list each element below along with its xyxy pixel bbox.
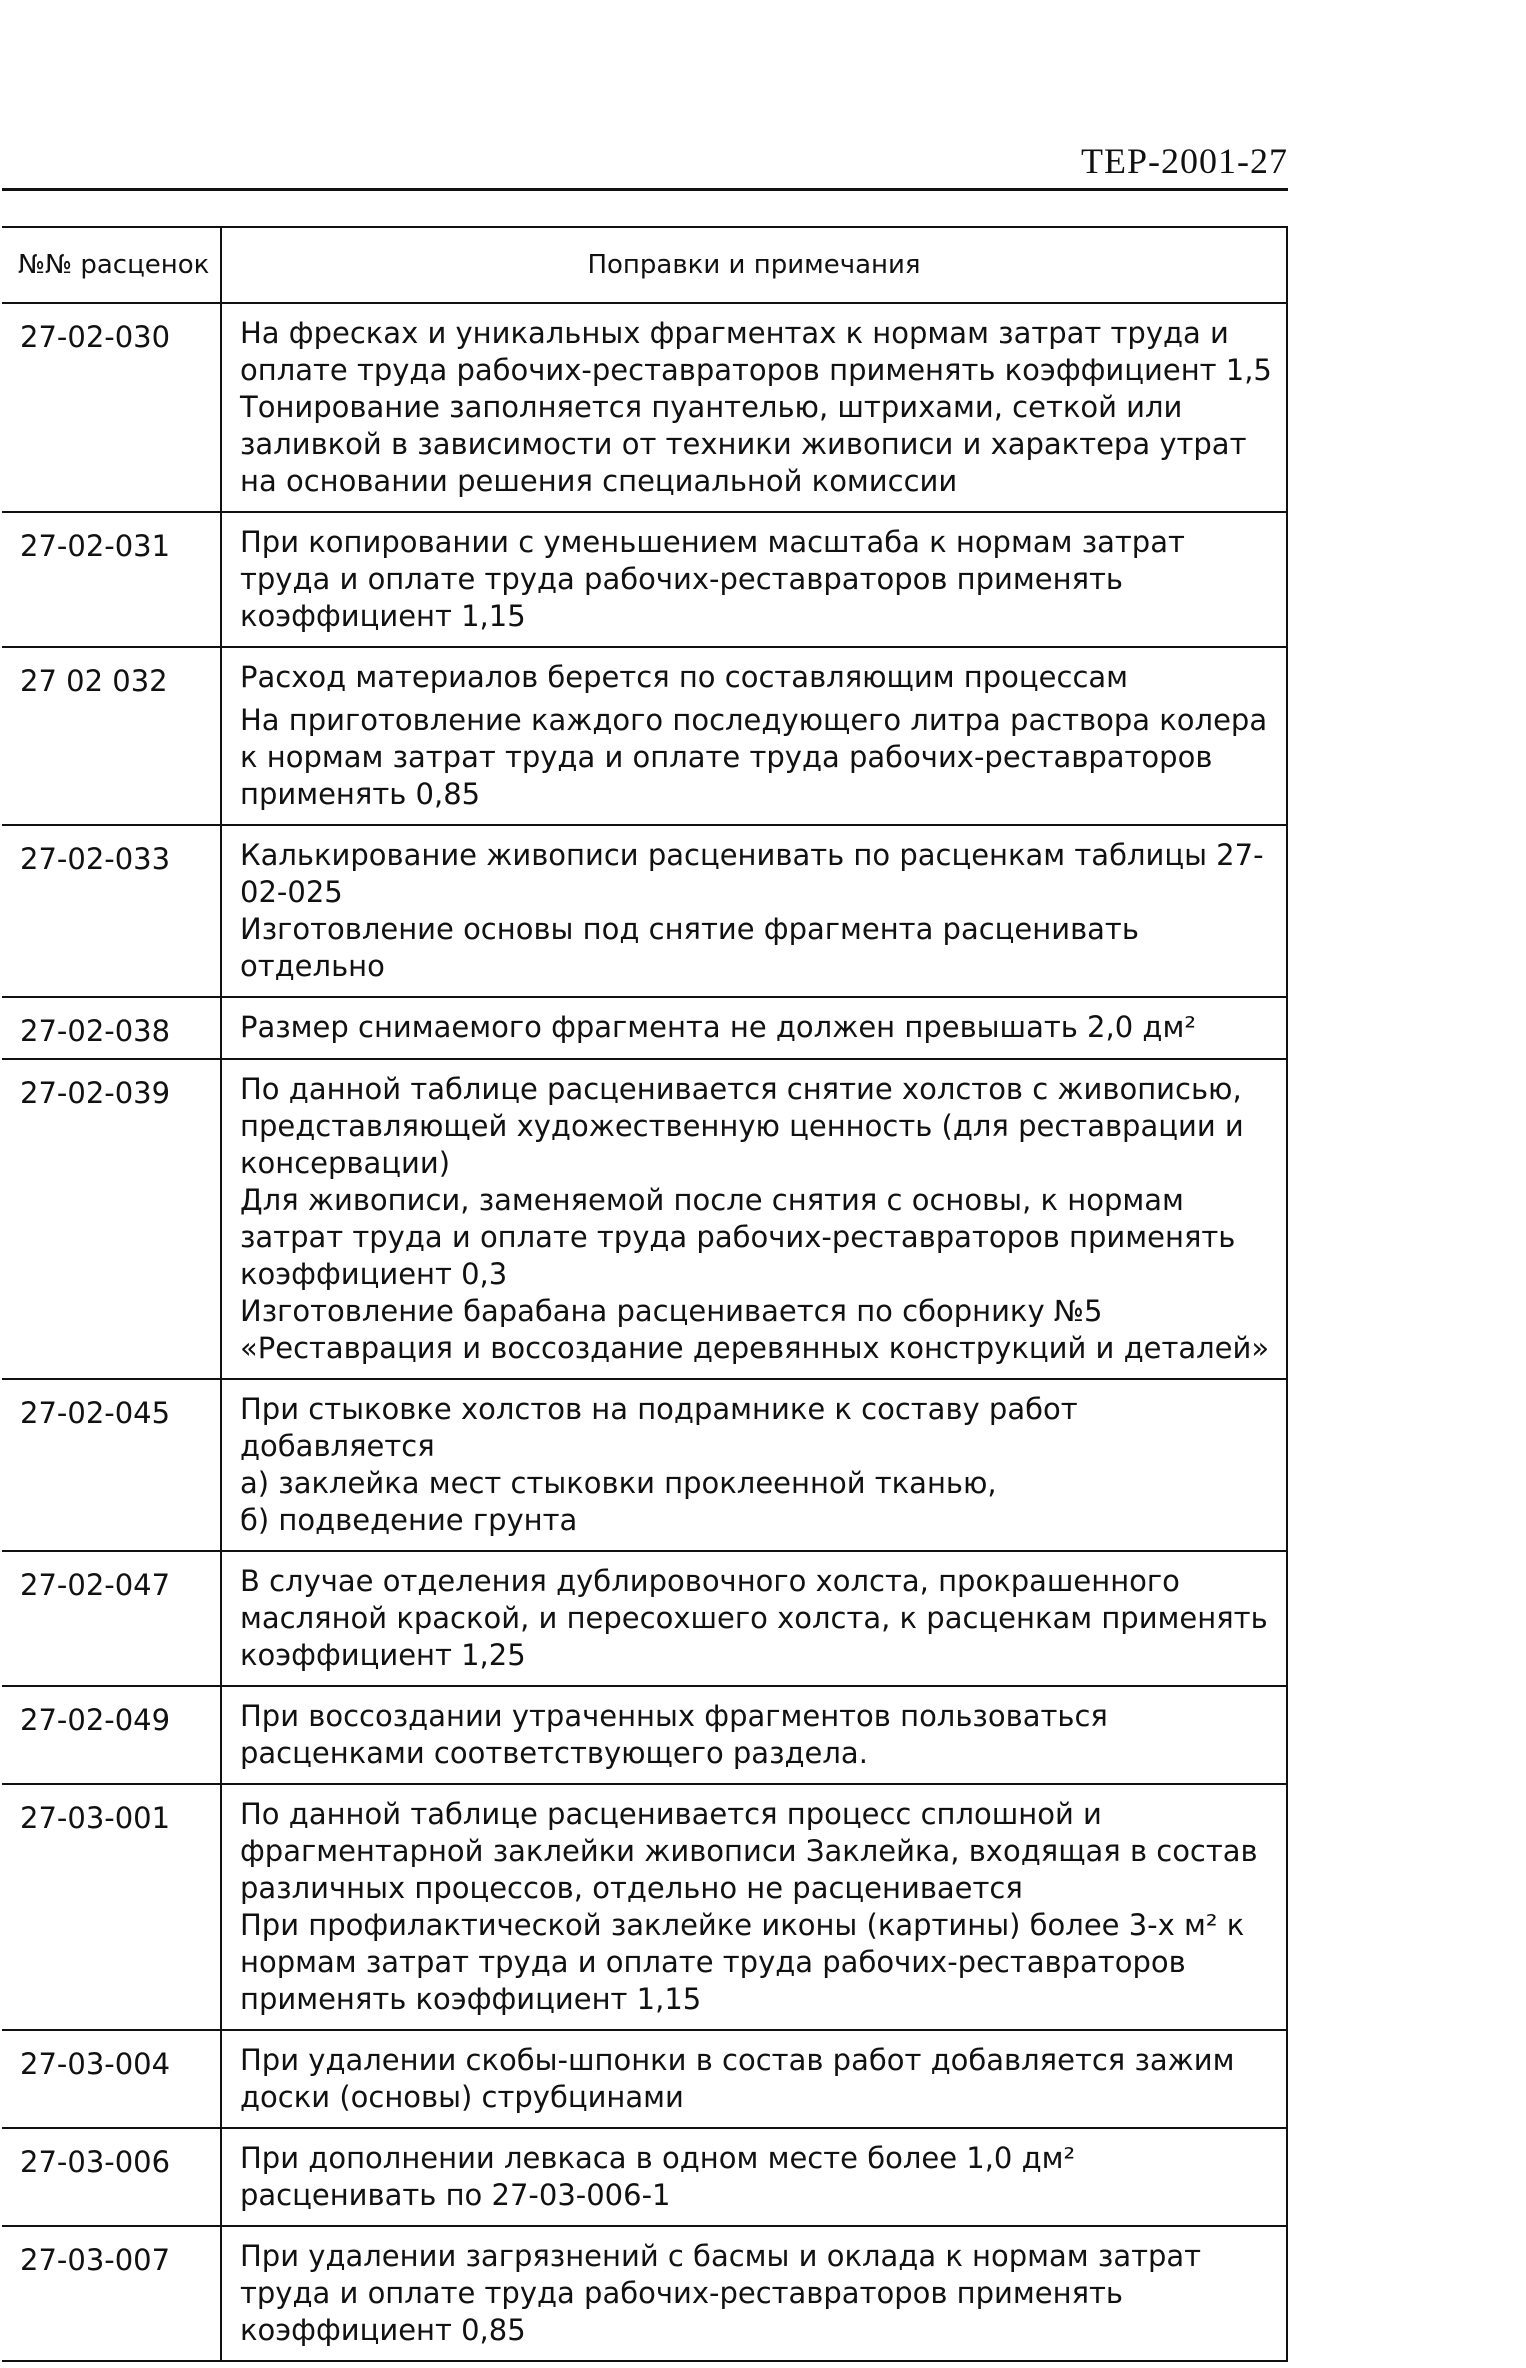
rate-code: 27-02-039 <box>2 1059 221 1379</box>
note-line: В случае отделения дублировочного холста, прокрашенного масляной краской, и пересохшего холста, к расценкам применять коэффициент 1,25 <box>240 1564 1268 1672</box>
rate-code: 27-03-001 <box>2 1784 221 2030</box>
note-line: На приготовление каждого последующего литра раствора колера к нормам затрат труда и оплате труда рабочих-реставраторов применять 0,85 <box>240 703 1268 811</box>
note-line: На фресках и уникальных фрагментах к нормам затрат труда и оплате труда рабочих-реставраторов применять коэффициент 1,5 <box>240 316 1272 387</box>
note-line: б) подведение грунта <box>240 1503 578 1537</box>
document-title: ТЕР-2001-27 <box>1081 141 1288 181</box>
note-line: Изготовление барабана расценивается по сборнику №5 «Реставрация и воссоздание деревянных конструкций и деталей» <box>240 1294 1270 1365</box>
rate-code: 27-02-031 <box>2 512 221 647</box>
rate-notes <box>221 1686 1287 1784</box>
rate-code: 27-02-033 <box>2 825 221 997</box>
note-line: При копировании с уменьшением масштаба к нормам затрат труда и оплате труда рабочих-реставраторов применять коэффициент 1,15 <box>240 525 1185 633</box>
rate-notes <box>221 1379 1287 1551</box>
note-line: При стыковке холстов на подрамнике к составу работ добавляется <box>240 1392 1078 1463</box>
rate-notes <box>221 825 1287 997</box>
rate-notes <box>221 1784 1287 2030</box>
table-row <box>2 825 1287 997</box>
note-line: По данной таблице расценивается снятие холстов с живописью, представляющей художественную ценность (для реставрации и консервации) <box>240 1072 1244 1180</box>
table-row <box>2 1379 1287 1551</box>
rate-code: 27-02-038 <box>2 997 221 1059</box>
table-row <box>2 1551 1287 1686</box>
table-header-row <box>2 227 1287 303</box>
note-line: Изготовление основы под снятие фрагмента расценивать отдельно <box>240 912 1139 983</box>
note-line: Расход материалов берется по составляющим процессам <box>240 660 1129 694</box>
rate-notes <box>221 997 1287 1059</box>
rate-code: 27-02-045 <box>2 1379 221 1551</box>
table-row <box>2 303 1287 512</box>
table-row <box>2 1686 1287 1784</box>
note-line: Тонирование заполняется пуантелью, штрихами, сеткой или заливкой в зависимости от техники живописи и характера утрат на основании решения специальной комиссии <box>240 390 1247 498</box>
column-header-code: №№ расценок <box>2 227 221 303</box>
note-line: При удалении скобы-шпонки в состав работ добавляется зажим доски (основы) струбцинами <box>240 2043 1235 2114</box>
header-rule <box>2 188 1288 191</box>
note-line: Для живописи, заменяемой после снятия с основы, к нормам затрат труда и оплате труда рабочих-реставраторов применять коэффициент 0,3 <box>240 1183 1236 1291</box>
table-row <box>2 2030 1287 2128</box>
table-row <box>2 647 1287 825</box>
rate-code: 27-02-030 <box>2 303 221 512</box>
rate-code: 27-03-006 <box>2 2128 221 2226</box>
note-line: Калькирование живописи расценивать по расценкам таблицы 27-02-025 <box>240 838 1264 909</box>
note-line: Размер снимаемого фрагмента не должен превышать 2,0 дм² <box>240 1010 1196 1044</box>
table-row <box>2 512 1287 647</box>
note-line: При воссоздании утраченных фрагментов пользоваться расценками соответствующего раздела. <box>240 1699 1108 1770</box>
rate-notes <box>221 2128 1287 2226</box>
rate-notes <box>221 1059 1287 1379</box>
column-header-notes: Поправки и примечания <box>221 227 1287 303</box>
rate-notes <box>221 2030 1287 2128</box>
rate-code: 27-02-047 <box>2 1551 221 1686</box>
table-row <box>2 1059 1287 1379</box>
notes-table <box>2 226 1288 2362</box>
note-line: При удалении загрязнений с басмы и оклада к нормам затрат труда и оплате труда рабочих-реставраторов применять коэффициент 0,85 <box>240 2239 1202 2347</box>
rate-notes <box>221 512 1287 647</box>
rate-code: 27-03-004 <box>2 2030 221 2128</box>
rate-code: 27 02 032 <box>2 647 221 825</box>
rate-notes <box>221 303 1287 512</box>
rate-notes <box>221 1551 1287 1686</box>
table-row <box>2 2226 1287 2361</box>
rate-notes <box>221 647 1287 825</box>
table-row <box>2 2128 1287 2226</box>
table-row <box>2 1784 1287 2030</box>
note-line: При дополнении левкаса в одном месте более 1,0 дм² расценивать по 27-03-006-1 <box>240 2141 1076 2212</box>
note-line: По данной таблице расценивается процесс сплошной и фрагментарной заклейки живописи Заклейка, входящая в состав различных процессов, отдельно не расценивается <box>240 1797 1258 1905</box>
rate-code: 27-03-007 <box>2 2226 221 2361</box>
table-row <box>2 997 1287 1059</box>
rate-code: 27-02-049 <box>2 1686 221 1784</box>
rate-notes <box>221 2226 1287 2361</box>
note-line: При профилактической заклейке иконы (картины) более 3-х м² к нормам затрат труда и оплате труда рабочих-реставраторов применять коэффициент 1,15 <box>240 1908 1245 2016</box>
note-line: а) заклейка мест стыковки проклеенной тканью, <box>240 1466 997 1500</box>
